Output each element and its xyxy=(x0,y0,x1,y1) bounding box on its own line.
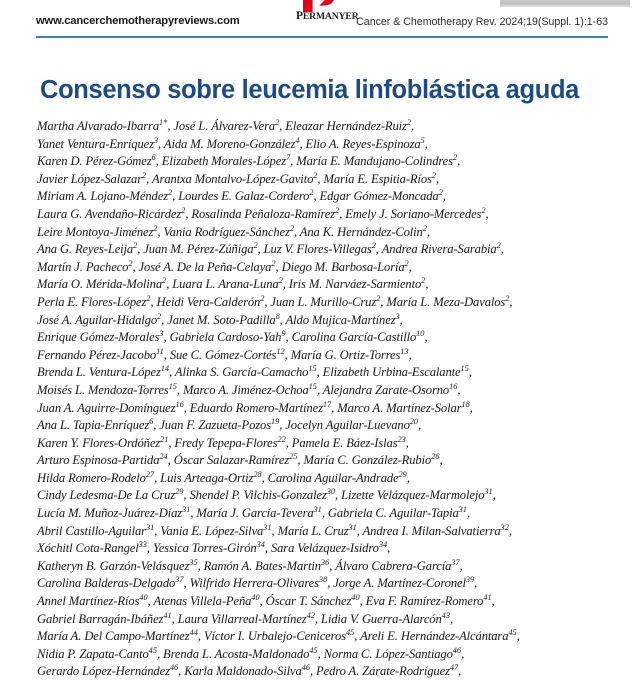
affiliation-marker: 40 xyxy=(251,592,260,602)
affiliation-marker: 3 xyxy=(395,311,400,321)
affiliation-marker: 45 xyxy=(309,645,318,655)
header-divider-rule xyxy=(36,36,608,38)
affiliation-marker: 4 xyxy=(295,135,300,145)
author-line: Brenda L. Ventura-López$^{14}$, Alinka S. García-Camacho$^{15}$, Elizabeth Urbina-Escalante$^{15}$, xyxy=(37,364,472,380)
author-line: Martha Alvarado-Ibarra$^{1*}$, José L. Álvarez-Vera$^2$, Eleazar Hernández-Ruiz$^2$, xyxy=(37,117,415,133)
affiliation-marker: 2 xyxy=(167,188,173,198)
affiliation-marker: 39 xyxy=(465,575,475,585)
author-line: María A. Del Campo-Martínez$^{44}$, Víctor I. Urbalejo-Ceniceros$^{45}$, Areli E. Hernández-Alcántara$^{45}$, xyxy=(37,628,520,644)
affiliation-marker: 15 xyxy=(168,381,177,391)
publisher-name xyxy=(296,10,360,22)
affiliation-marker: 3 xyxy=(153,135,159,145)
affiliation-marker: 5 xyxy=(420,135,425,145)
affiliation-marker: 40 xyxy=(351,592,360,602)
affiliation-marker: 2 xyxy=(271,258,276,268)
affiliation-marker: 33 xyxy=(138,540,147,550)
affiliation-marker: 47 xyxy=(449,663,459,673)
author-line: Katheryn B. Garzón-Velásquez$^{35}$, Ramón A. Bates-Martin$^{36}$, Álvaro Cabrera-García$^{37}$, xyxy=(37,557,463,573)
affiliation-marker: 36 xyxy=(320,557,330,567)
author-line: Fernando Pérez-Jacobo$^{11}$, Sue C. Gómez-Cortés$^{12}$, María G. Ortiz-Torres$^{13}$, xyxy=(37,346,412,362)
affiliation-marker: 2 xyxy=(421,276,426,286)
affiliation-marker: 46 xyxy=(452,645,462,655)
affiliation-marker: 2 xyxy=(452,153,458,162)
affiliation-marker: 27 xyxy=(145,469,155,479)
affiliation-marker: 2 xyxy=(422,223,427,233)
affiliation-marker: 34 xyxy=(378,540,388,550)
affiliation-marker: 11 xyxy=(156,346,164,356)
affiliation-marker: 2 xyxy=(438,188,443,198)
affiliation-marker: 6 xyxy=(151,153,156,162)
affiliation-marker: 2 xyxy=(313,170,318,180)
affiliation-marker: 43 xyxy=(441,610,450,620)
affiliation-marker: 40 xyxy=(139,592,148,602)
affiliation-marker: 2 xyxy=(376,293,381,303)
journal-citation: Cancer & Chemotherapy Rev. 2024;19(Suppl. 1):1-63 xyxy=(356,16,608,28)
affiliation-marker: 15 xyxy=(308,364,317,374)
affiliation-marker: 2 xyxy=(289,223,294,233)
affiliation-marker: 31 xyxy=(145,522,155,532)
publisher-name-initial: P xyxy=(296,10,303,22)
affiliation-marker: 31 xyxy=(182,504,191,514)
affiliation-marker: 19 xyxy=(270,416,280,426)
affiliation-marker: 2 xyxy=(406,117,411,127)
affiliation-marker: 2 xyxy=(335,205,340,215)
affiliation-marker: 2 xyxy=(431,170,436,180)
author-line: Ana G. Reyes-Leija$^2$, Juan M. Pérez-Zúñiga$^2$, Luz V. Flores-Villegas$^2$, Andrea Rivera-Sarabia$^2$, xyxy=(37,240,504,257)
affiliation-marker: 41 xyxy=(483,592,492,602)
author-line: Javier López-Salazar$^2$, Arantxa Montalvo-López-Gavito$^2$, María E. Espitia-Ríos$^2$, xyxy=(37,170,440,186)
affiliation-marker: 16 xyxy=(175,399,184,409)
author-list xyxy=(37,118,617,681)
viewer-chrome-edge xyxy=(630,0,640,7)
affiliation-marker: 15 xyxy=(308,381,317,391)
affiliation-marker: 28 xyxy=(253,469,262,479)
author-line: Xóchitl Cota-Rangel$^{33}$, Yessica Torres-Girón$^{34}$, Sara Velázquez-Isidro$^{34}$, xyxy=(37,540,391,556)
affiliation-marker: 2 xyxy=(162,276,167,286)
affiliation-marker: 2 xyxy=(496,240,501,250)
affiliation-marker: 35 xyxy=(189,557,198,567)
affiliation-marker: 22 xyxy=(277,434,286,444)
affiliation-marker: 2 xyxy=(278,276,283,286)
affiliation-marker: 2 xyxy=(153,223,158,233)
author-line: Perla E. Flores-López$^2$, Heidi Vera-Calderón$^2$, Juan L. Murillo-Cruz$^2$, María L. Meza-Davalos$^2$, xyxy=(37,293,513,309)
affiliation-marker: 24 xyxy=(159,452,168,462)
affiliation-marker: 16 xyxy=(449,381,458,391)
affiliation-marker: 17 xyxy=(322,399,332,409)
author-line: Yanet Ventura-Enríquez$^3$, Aida M. Moreno-González$^4$, Elio A. Reyes-Espinoza$^5$, xyxy=(37,135,428,151)
publisher-logo xyxy=(296,0,360,25)
affiliation-marker: 32 xyxy=(500,522,509,532)
author-line: Arturo Espinosa-Partida$^{24}$, Óscar Salazar-Ramírez$^{25}$, María C. González-Rubio$^{26}$, xyxy=(37,452,443,468)
journal-website-url[interactable]: www.cancerchemotherapyreviews.com xyxy=(36,15,240,27)
affiliation-marker: 2 xyxy=(275,117,280,127)
affiliation-marker: 46 xyxy=(169,663,179,673)
affiliation-marker: 42 xyxy=(306,610,315,620)
affiliation-marker: 46 xyxy=(301,663,310,673)
author-line: Nidia P. Zapata-Canto$^{45}$, Brenda L. Acosta-Maldonado$^{45}$, Norma C. López-Santiago$^{46}$, xyxy=(37,645,465,661)
affiliation-marker: 2 xyxy=(142,170,147,180)
affiliation-marker: 44 xyxy=(189,628,198,638)
author-line: Karen Y. Flores-Ordóñez$^{21}$, Fredy Tepepa-Flores$^{22}$, Pamela E. Báez-Islas$^{23}$, xyxy=(37,434,409,450)
affiliation-marker: 12 xyxy=(276,346,285,356)
affiliation-marker: 37 xyxy=(451,557,460,567)
page-title: Consenso sobre leucemia linfoblástica aguda xyxy=(40,76,580,105)
affiliation-marker: 2 xyxy=(404,258,409,268)
affiliation-marker: 3 xyxy=(159,328,164,338)
affiliation-marker: 31 xyxy=(313,504,322,514)
author-line: Moisés L. Mendoza-Torres$^{15}$, Marco A. Jiménez-Ochoa$^{15}$, Alejandra Zarate-Osorno$^{16}$, xyxy=(37,381,461,397)
affiliation-marker: 20 xyxy=(409,416,419,426)
affiliation-marker: 7 xyxy=(285,153,291,162)
affiliation-marker: 45 xyxy=(508,628,517,638)
affiliation-marker: 2 xyxy=(128,258,133,268)
affiliation-marker: 45 xyxy=(148,645,157,655)
author-line: Martín J. Pacheco$^2$, José A. De la Peña-Celaya$^2$, Diego M. Barbosa-Loría$^2$, xyxy=(37,258,412,274)
author-line: Lucía M. Muñoz-Juárez-Díaz$^{31}$, María J. García-Tevera$^{31}$, Gabriela C. Aguilar-Tapia$^{31}$, xyxy=(37,504,470,521)
affiliation-marker: 26 xyxy=(431,452,440,462)
affiliation-marker: 30 xyxy=(326,487,336,497)
affiliation-marker: 9 xyxy=(281,328,286,338)
affiliation-marker: 2 xyxy=(371,240,376,250)
affiliation-marker: 14 xyxy=(160,364,170,374)
author-line: Gabriel Barragán-Ibáñez$^{41}$, Laura Villarreal-Martínez$^{42}$, Lidia V. Guerra-Alarcón$^{43}$, xyxy=(37,610,453,626)
affiliation-marker: 2 xyxy=(481,205,486,215)
author-line: Cindy Ledesma-De La Cruz$^{29}$, Shendel P. Vilchis-Gonzalez$^{30}$, Lizette Velázquez-Marmolejo$^{31}$, xyxy=(37,487,496,503)
affiliation-marker: 2 xyxy=(157,311,162,321)
author-line: Laura G. Avendaño-Ricárdez$^2$, Rosalinda Peñaloza-Ramírez$^2$, Emely J. Soriano-Mercedes$^2$, xyxy=(37,205,489,221)
author-line: José A. Aguilar-Hidalgo$^2$, Janet M. Soto-Padilla$^8$, Aldo Mujica-Martínez$^3$, xyxy=(37,311,403,327)
author-line: Annel Martínez-Ríos$^{40}$, Atenas Villela-Peña$^{40}$, Óscar T. Sánchez$^{40}$, Eva F. Ramírez-Romero$^{41}$, xyxy=(37,592,495,609)
affiliation-marker: 1* xyxy=(159,117,168,127)
affiliation-marker: 41 xyxy=(163,610,172,620)
author-line: Abril Castillo-Aguilar$^{31}$, Vania E. López-Silva$^{31}$, María L. Cruz$^{31}$, Andrea I. Milan-Salvatierra$^{32}$, xyxy=(37,522,512,538)
affiliation-marker: 18 xyxy=(461,399,470,409)
author-line: Gerardo López-Hernández$^{46}$, Karla Maldonado-Silva$^{46}$, Pedro A. Zárate-Rodríguez$^{47}$, xyxy=(37,663,462,679)
affiliation-marker: 2 xyxy=(309,188,314,198)
affiliation-marker: 25 xyxy=(289,452,298,462)
author-line: Miriam A. Lojano-Méndez$^2$, Lourdes E. Galaz-Cordero$^2$, Edgar Gómez-Moncada$^2$, xyxy=(37,188,446,204)
affiliation-marker: 8 xyxy=(275,311,280,321)
affiliation-marker: 2 xyxy=(505,293,510,303)
affiliation-marker: 29 xyxy=(175,487,184,497)
affiliation-marker: 37 xyxy=(175,575,184,585)
affiliation-marker: 21 xyxy=(160,434,169,444)
author-line: Leire Montoya-Jiménez$^2$, Vania Rodríguez-Sánchez$^2$, Ana K. Hernández-Colin$^2$, xyxy=(37,223,430,239)
author-line: María O. Mérida-Molina$^2$, Luara L. Arana-Luna$^2$, Iris M. Narváez-Sarmiento$^2$, xyxy=(37,276,429,292)
viewer-chrome-bar xyxy=(500,0,640,7)
affiliation-marker: 31 xyxy=(263,522,272,532)
author-line: Juan A. Aguirre-Domínguez$^{16}$, Eduardo Romero-Martínez$^{17}$, Marco A. Martínez-Solar$^{18}$, xyxy=(37,399,473,415)
affiliation-marker: 15 xyxy=(460,364,469,374)
affiliation-marker: 31 xyxy=(484,487,493,497)
affiliation-marker: 29 xyxy=(398,469,407,479)
affiliation-marker: 2 xyxy=(181,205,186,215)
author-line: Carolina Balderas-Delgado$^{37}$, Wilfrido Herrera-Olivares$^{38}$, Jorge A. Martínez-Coronel$^{39}$, xyxy=(37,575,478,591)
affiliation-marker: 10 xyxy=(416,328,425,338)
author-line: Ana L. Tapia-Enríquez$^6$, Juan F. Zazueta-Pozos$^{19}$, Jocelyn Aguilar-Luevano$^{20}$, xyxy=(37,416,422,433)
affiliation-marker: 2 xyxy=(146,293,151,303)
affiliation-marker: 23 xyxy=(397,434,406,444)
affiliation-marker: 2 xyxy=(260,293,265,303)
author-line: Enrique Gómez-Morales$^3$, Gabriela Cardoso-Yah$^9$, Carolina García-Castillo$^{10}$, xyxy=(37,328,428,345)
affiliation-marker: 34 xyxy=(256,540,265,550)
affiliation-marker: 31 xyxy=(348,522,357,532)
affiliation-marker: 31 xyxy=(458,504,467,514)
affiliation-marker: 6 xyxy=(149,416,154,426)
author-line: Hilda Romero-Rodelo$^{27}$, Luis Arteaga-Ortiz$^{28}$, Carolina Aguilar-Andrade$^{29}$, xyxy=(37,469,410,485)
affiliation-marker: 2 xyxy=(253,240,258,250)
affiliation-marker: 2 xyxy=(133,240,138,250)
publisher-name-rest: ERMANYER xyxy=(302,11,359,22)
affiliation-marker: 45 xyxy=(345,628,355,638)
affiliation-marker: 13 xyxy=(400,346,409,356)
author-line: Karen D. Pérez-Gómez$^6$, Elizabeth Morales-López$^7$, María E. Mandujano-Colindres$^2$, xyxy=(37,153,461,169)
affiliation-marker: 38 xyxy=(318,575,328,585)
